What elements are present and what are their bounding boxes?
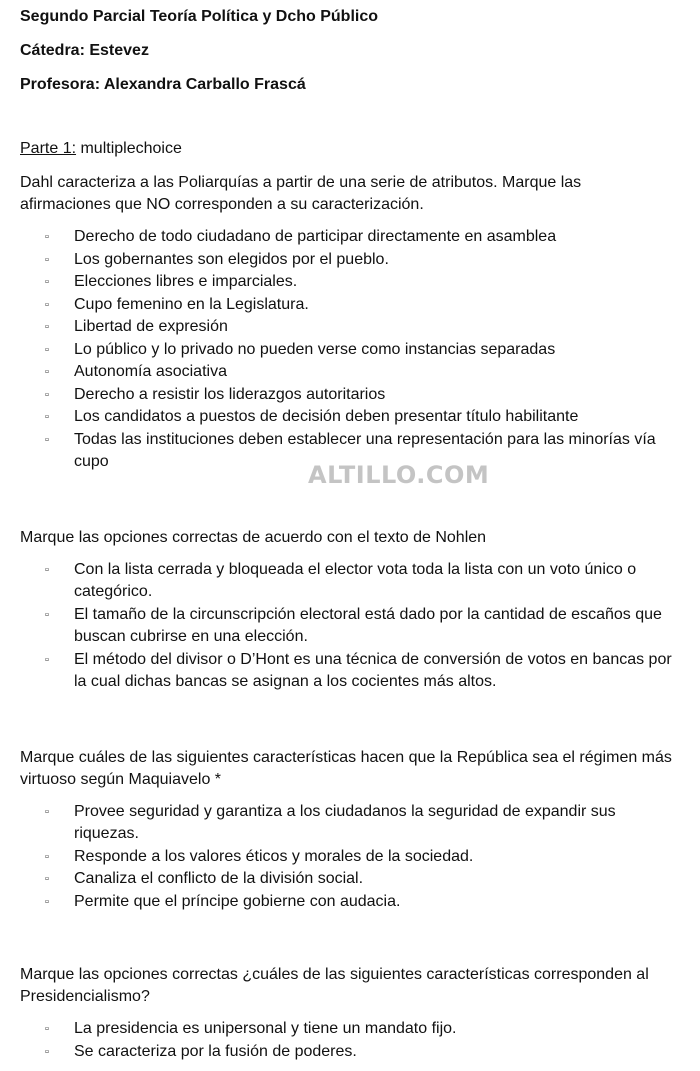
question-1-options xyxy=(20,226,675,474)
bullet-icon: ▫ xyxy=(45,298,49,311)
option-text: Los gobernantes son elegidos por el pueblo. xyxy=(74,250,389,268)
question-1: Dahl caracteriza a las Poliarquías a partir de una serie de atributos. Marque las afirmaciones que NO corresponden a su caracterización. xyxy=(20,174,582,213)
bullet-icon: ▫ xyxy=(45,343,49,356)
profesora-line: Profesora: Alexandra Carballo Frascá xyxy=(20,76,306,93)
option-item xyxy=(20,271,675,294)
option-text: Cupo femenino en la Legislatura. xyxy=(74,295,309,313)
option-text: Lo público y lo privado no pueden verse como instancias separadas xyxy=(74,340,556,358)
bullet-icon: ▫ xyxy=(45,231,49,243)
bullet-icon: ▫ xyxy=(45,850,49,863)
option-text: Derecho de todo ciudadano de participar directamente en asamblea xyxy=(74,228,557,245)
bullet-icon: ▫ xyxy=(45,411,49,423)
option-text: Se caracteriza por la fusión de poderes. xyxy=(74,1042,357,1060)
option-text: La presidencia es unipersonal y tiene un mandato fijo. xyxy=(74,1020,457,1037)
question-2-options xyxy=(20,559,675,694)
exam-title: Segundo Parcial Teoría Política y Dcho Público xyxy=(20,8,379,25)
option-item xyxy=(20,339,675,362)
question-4: Marque las opciones correctas ¿cuáles de las siguientes características corresponden al Presidencialismo? xyxy=(20,966,649,1005)
option-item xyxy=(20,249,675,272)
option-item xyxy=(20,846,675,869)
bullet-icon: ▫ xyxy=(45,563,49,576)
question-4-options xyxy=(20,1018,675,1063)
bullet-icon: ▫ xyxy=(45,366,49,378)
option-item xyxy=(20,1018,675,1041)
option-text: Todas las instituciones deben establecer una representación para las minorías vía cupo xyxy=(74,430,656,470)
option-item xyxy=(20,384,675,407)
option-text: Libertad de expresión xyxy=(74,318,228,335)
option-item xyxy=(20,361,675,384)
option-item xyxy=(20,1041,675,1064)
option-item xyxy=(20,226,675,249)
watermark: ALTILLO.COM xyxy=(308,461,490,489)
part-1-label: Parte 1: xyxy=(20,140,77,157)
bullet-icon: ▫ xyxy=(45,895,49,908)
option-text: El tamaño de la circunscripción electoral está dado por la cantidad de escaños que buscan cubrirse en una elección. xyxy=(74,605,662,645)
bullet-icon: ▫ xyxy=(45,433,49,446)
option-item xyxy=(20,868,675,891)
question-2: Marque las opciones correctas de acuerdo con el texto de Nohlen xyxy=(20,528,487,546)
bullet-icon: ▫ xyxy=(45,253,49,266)
bullet-icon: ▫ xyxy=(45,1023,49,1035)
option-text: Responde a los valores éticos y morales de la sociedad. xyxy=(74,847,474,865)
option-text: Los candidatos a puestos de decisión deben presentar título habilitante xyxy=(74,408,579,425)
option-item xyxy=(20,649,675,694)
document-page xyxy=(20,7,675,1063)
option-text: El método del divisor o D’Hont es una técnica de conversión de votos en bancas por la cual dichas bancas se asignan a los cocientes más altos. xyxy=(74,650,672,690)
part-1-title: multiplechoice xyxy=(76,140,182,157)
question-3-options xyxy=(20,801,675,914)
part-1-heading xyxy=(20,139,675,159)
option-text: Elecciones libres e imparciales. xyxy=(74,273,298,290)
option-item xyxy=(20,559,675,604)
bullet-icon: ▫ xyxy=(45,388,49,401)
option-text: Provee seguridad y garantiza a los ciudadanos la seguridad de expandir sus riquezas. xyxy=(74,802,616,842)
option-item xyxy=(20,406,675,429)
option-text: Con la lista cerrada y bloqueada el elector vota toda la lista con un voto único o categórico. xyxy=(74,560,637,600)
option-item xyxy=(20,801,675,846)
bullet-icon: ▫ xyxy=(45,873,49,885)
bullet-icon: ▫ xyxy=(45,1045,49,1058)
option-text: Permite que el príncipe gobierne con audacia. xyxy=(74,892,401,910)
question-3: Marque cuáles de las siguientes características hacen que la República sea el régimen más virtuoso según Maquiavelo * xyxy=(20,748,672,788)
bullet-icon: ▫ xyxy=(45,321,49,333)
option-text: Canaliza el conflicto de la división social. xyxy=(74,870,364,887)
option-item xyxy=(20,604,675,649)
catedra-line: Cátedra: Estevez xyxy=(20,42,149,59)
option-item xyxy=(20,891,675,914)
option-item xyxy=(20,316,675,339)
option-item xyxy=(20,294,675,317)
bullet-icon: ▫ xyxy=(45,608,49,621)
bullet-icon: ▫ xyxy=(45,653,49,666)
bullet-icon: ▫ xyxy=(45,276,49,288)
option-text: Derecho a resistir los liderazgos autoritarios xyxy=(74,385,386,403)
bullet-icon: ▫ xyxy=(45,805,49,818)
option-text: Autonomía asociativa xyxy=(74,363,227,380)
